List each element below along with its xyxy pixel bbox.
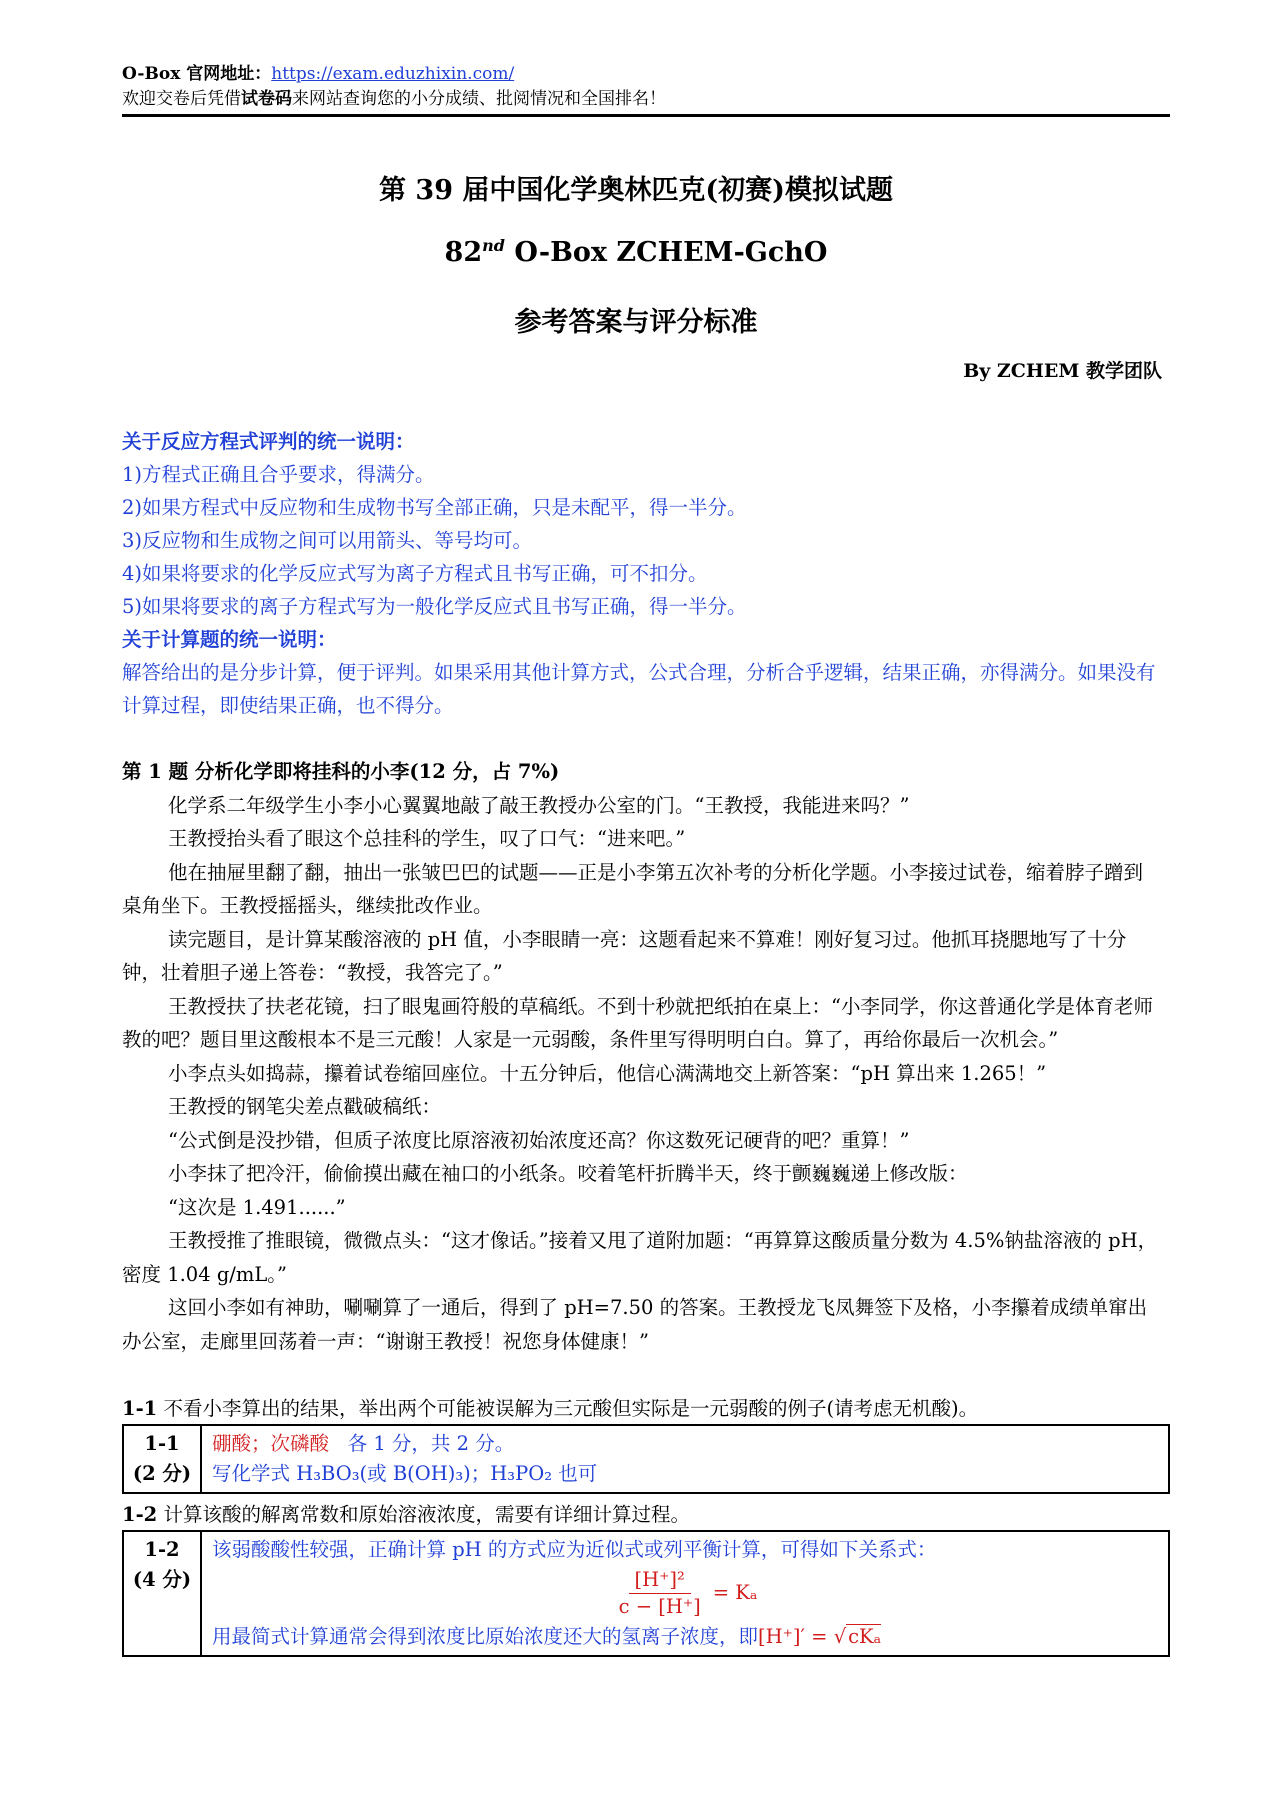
- notice-bold: 试卷码: [241, 89, 292, 109]
- equilibrium-formula: [212, 1565, 1158, 1622]
- answer-content: [201, 1425, 1169, 1493]
- story-paragraph: 读完题目，是计算某酸溶液的 pH 值，小李眼睛一亮：这题看起来不算难！刚好复习过。他抓耳挠腮地写了十分钟，壮着胆子递上答卷：“教授，我答完了。”: [122, 927, 1127, 984]
- answer-points: (2 分): [132, 1462, 192, 1485]
- story-paragraph: 王教授的钢笔尖差点戳破稿纸：: [168, 1095, 442, 1118]
- answer-content: [201, 1531, 1169, 1656]
- question-title: 第 1 题 分析化学即将挂科的小李(12 分，占 7%): [122, 760, 560, 783]
- story-paragraph: 这回小李如有神助，唰唰算了一通后，得到了 pH=7.50 的答案。王教授龙飞凤舞签下及格，小李攥着成绩单窜出办公室，走廊里回荡着一声：“谢谢王教授！祝您身体健康！”: [122, 1296, 1148, 1353]
- notice-prefix: 欢迎交卷后凭借: [122, 89, 241, 109]
- answer-points: (4 分): [132, 1568, 192, 1591]
- exam-code: O-Box ZCHEM-GchO: [504, 237, 828, 268]
- answer-line: [212, 1622, 1158, 1652]
- answer-label: 1-1: [144, 1432, 180, 1455]
- answer-box-1-2: [122, 1530, 1170, 1657]
- site-line: [122, 62, 1170, 87]
- story-paragraph: 王教授扶了扶老花镜，扫了眼鬼画符般的草稿纸。不到十秒就把纸拍在桌上：“小李同学，你这普通化学是体育老师教的吧？题目里这酸根本不是三元酸！人家是一元弱酸，条件里写得明明白白。算了，再给你最后一次机会。”: [122, 994, 1153, 1051]
- story-paragraph: 化学系二年级学生小李小心翼翼地敲了敲王教授办公室的门。“王教授，我能进来吗？”: [168, 793, 910, 817]
- equation-note: 4)如果将要求的化学反应式写为离子方程式且书写正确，可不扣分。: [122, 562, 708, 585]
- exam-code-title: [0, 236, 1272, 268]
- story-paragraph: 小李点头如捣蒜，攥着试卷缩回座位。十五分钟后，他信心满满地交上新答案：“pH 算出来 1.265！”: [168, 1061, 1047, 1085]
- answer-points-note: 各 1 分，共 2 分。: [347, 1432, 515, 1455]
- fraction-rhs: = Kₐ: [712, 1581, 758, 1604]
- page-header: [122, 62, 1170, 112]
- equation-notes-heading: 关于反应方程式评判的统一说明：: [122, 430, 415, 453]
- fraction: [613, 1567, 707, 1620]
- answer-title: 参考答案与评分标准: [514, 307, 758, 338]
- subquestion-label: 1-2: [122, 1503, 158, 1526]
- formula-lhs: [H⁺]′ =: [758, 1625, 834, 1648]
- calc-note-text: 解答给出的是分步计算，便于评判。如果采用其他计算方式，公式合理，分析合乎逻辑，结果正确，亦得满分。如果没有计算过程，即使结果正确，也不得分。: [122, 661, 1156, 717]
- main-title: 第 39 届中国化学奥林匹克(初赛)模拟试题: [379, 175, 893, 206]
- byline: By ZCHEM 教学团队: [963, 360, 1162, 382]
- subquestion-1-2: [122, 1500, 1170, 1530]
- site-label: O-Box 官网地址：: [122, 64, 272, 84]
- grading-notes: [122, 425, 1162, 722]
- header-divider: [122, 114, 1170, 117]
- formula-root: cKₐ: [848, 1625, 882, 1648]
- exam-number: 82: [444, 237, 483, 268]
- exam-ordinal: nd: [482, 236, 505, 255]
- equation-note: 3)反应物和生成物之间可以用箭头、等号均可。: [122, 529, 533, 552]
- answer-line: [212, 1429, 1158, 1459]
- notice-suffix: 来网站查询您的小分成绩、批阅情况和全国排名！: [292, 89, 666, 109]
- answer-key: 硼酸；次磷酸: [212, 1432, 330, 1455]
- simplified-formula: [H⁺]′ = √ cKₐ: [758, 1625, 882, 1648]
- story-paragraph: 他在抽屉里翻了翻，抽出一张皱巴巴的试题——正是小李第五次补考的分析化学题。小李接过试卷，缩着脖子蹭到桌角坐下。王教授摇摇头，继续批改作业。: [122, 860, 1144, 917]
- question-1: [122, 755, 1162, 1358]
- answer-label-cell: [123, 1425, 201, 1493]
- alt-note-prefix: 写化学式: [212, 1462, 297, 1485]
- story-paragraph: “公式倒是没抄错，但质子浓度比原溶液初始浓度还高？你这数死记硬背的吧？重算！”: [168, 1128, 910, 1152]
- equation-note: 2)如果方程式中反应物和生成物书写全部正确，只是未配平，得一半分。: [122, 496, 747, 519]
- subquestion-text: 不看小李算出的结果，举出两个可能被误解为三元酸但实际是一元弱酸的例子(请考虑无机酸)。: [163, 1397, 979, 1420]
- simplified-note: 用最简式计算通常会得到浓度比原始浓度还大的氢离子浓度，即: [212, 1625, 759, 1648]
- calc-notes-heading: 关于计算题的统一说明：: [122, 628, 337, 651]
- subquestion-text: 计算该酸的解离常数和原始溶液浓度，需要有详细计算过程。: [163, 1503, 690, 1526]
- story-paragraph: “这次是 1.491......”: [168, 1195, 346, 1219]
- notice-line: [122, 87, 1170, 112]
- fraction-denominator: c − [H⁺]: [618, 1595, 701, 1618]
- story-paragraph: 小李抹了把冷汗，偷偷摸出藏在袖口的小纸条。咬着笔杆折腾半天，终于颤巍巍递上修改版：: [168, 1162, 968, 1185]
- equation-note: 1)方程式正确且合乎要求，得满分。: [122, 463, 435, 486]
- story-paragraph: 王教授推了推眼镜，微微点头：“这才像话。”接着又甩了道附加题：“再算算这酸质量分数为 4.5%钠盐溶液的 pH，密度 1.04 g/mL。”: [122, 1229, 1158, 1286]
- answer-label: 1-2: [144, 1538, 180, 1561]
- story-paragraph: 王教授抬头看了眼这个总挂科的学生，叹了口气：“进来吧。”: [168, 827, 686, 850]
- answer-label-cell: [123, 1531, 201, 1656]
- fraction-numerator: [H⁺]²: [629, 1567, 691, 1594]
- alt-note-suffix: 也可: [552, 1462, 598, 1485]
- site-link[interactable]: https://exam.eduzhixin.com/: [271, 64, 515, 84]
- answer-line: 该弱酸酸性较强，正确计算 pH 的方式应为近似式或列平衡计算，可得如下关系式：: [212, 1538, 937, 1561]
- answer-box-1-1: [122, 1424, 1170, 1494]
- subquestion-1-1: [122, 1394, 1170, 1424]
- alt-note-formula: H₃BO₃(或 B(OH)₃)；H₃PO₂: [296, 1462, 553, 1485]
- answer-alt-note: [212, 1459, 1158, 1489]
- subquestion-label: 1-1: [122, 1397, 158, 1420]
- equation-note: 5)如果将要求的离子方程式写为一般化学反应式且书写正确，得一半分。: [122, 595, 747, 618]
